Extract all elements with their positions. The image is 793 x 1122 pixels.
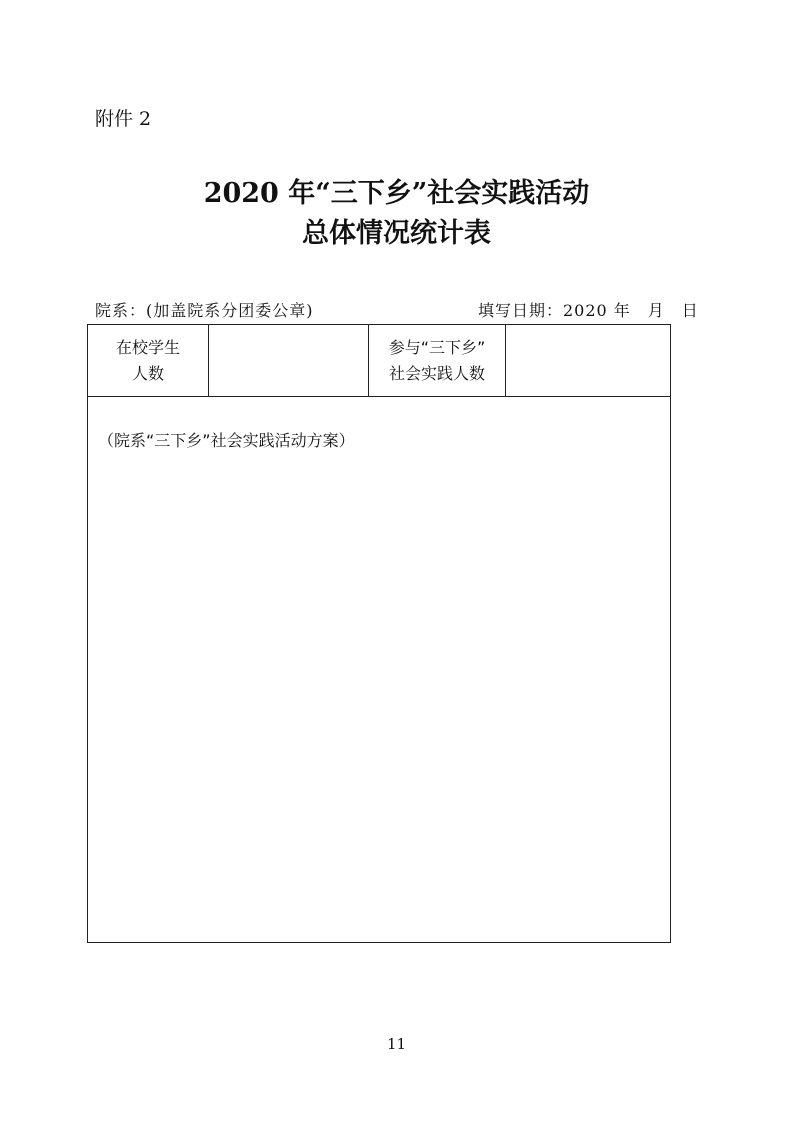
- students-label-line1: 在校学生: [115, 337, 180, 357]
- title-line-2: 总体情况统计表: [302, 218, 491, 249]
- students-label-line2: 人数: [131, 363, 164, 383]
- statistics-table: [87, 324, 671, 943]
- participants-count-value-cell[interactable]: [506, 325, 670, 397]
- participants-label-line1: 参与“三下乡”: [388, 337, 486, 357]
- title-line-1: 2020 年“三下乡”社会实践活动: [203, 178, 590, 209]
- students-count-label-cell: [88, 325, 209, 397]
- page-number: 11: [386, 1035, 407, 1053]
- fill-date-label: 填写日期：2020 年 月 日: [478, 301, 699, 320]
- participants-count-label-cell: [369, 325, 506, 397]
- students-count-value-cell[interactable]: [209, 325, 369, 397]
- department-label: 院系：(加盖院系分团委公章): [95, 301, 314, 320]
- attachment-label: 附件 2: [95, 108, 152, 130]
- activity-plan-label: （院系“三下乡”社会实践活动方案）: [98, 431, 355, 450]
- participants-label-line2: 社会实践人数: [388, 363, 485, 383]
